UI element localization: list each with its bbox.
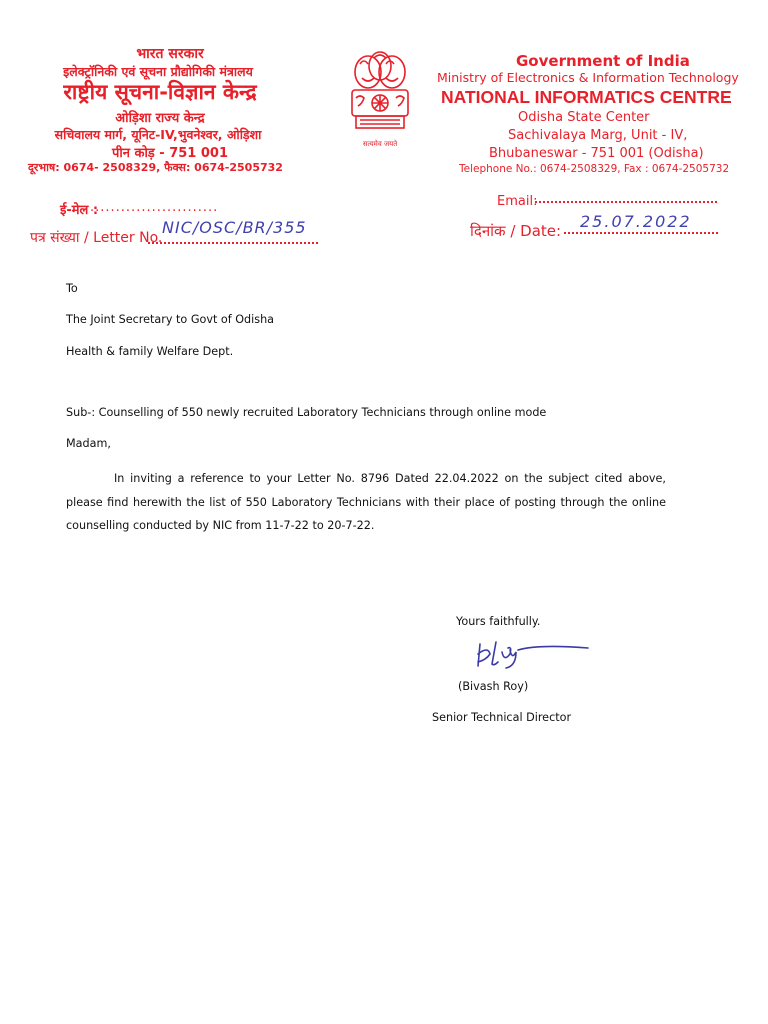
hindi-email-dots: ......................... [90,200,219,215]
hindi-nic-title: राष्ट्रीय सूचना-विज्ञान केन्द्र [63,80,257,104]
email-label: Email: [497,194,538,209]
email-dotted-line [535,201,717,203]
hindi-state-center: ओड़िशा राज्य केन्द्र [115,111,205,126]
addressee-line-2: Health & family Welfare Dept. [66,345,234,358]
hindi-phone-fax: दूरभाष: 0674- 2508329, फैक्स: 0674-2505732 [28,161,283,174]
hindi-address: सचिवालय मार्ग, यूनिट-IV,भुवनेश्वर, ओड़िशा [54,127,262,142]
closing: Yours faithfully. [456,615,541,628]
letter-to: To [66,282,78,295]
signature-icon [474,636,594,672]
phone-fax: Telephone No.: 0674-2508329, Fax : 0674-2505732 [459,163,730,175]
emblem-motto: सत्यमेव जयते [362,140,398,148]
letter-paragraph-text: In inviting a reference to your Letter No. 8796 Dated 22.04.2022 on the subject cited above, please find herewith the list of 550 Laboratory Technicians with their place of posting through the online counselling conducted by NIC from 11-7-22 to 20-7-22. [66,472,666,532]
ministry-name: Ministry of Electronics & Information Technology [437,70,739,85]
hindi-pincode: पीन कोड़ - 751 001 [111,146,229,161]
salutation: Madam, [66,437,111,450]
state-center: Odisha State Center [518,110,650,125]
signatory-designation: Senior Technical Director [432,711,572,724]
signatory-name: (Bivash Roy) [458,680,529,693]
hindi-govt-title: भारत सरकार [136,46,204,62]
letter-paragraph [66,467,666,538]
letter-number-handwritten: NIC/OSC/BR/355 [162,218,307,237]
govt-of-india-title: Government of India [516,52,690,70]
hindi-ministry-name: इलेक्ट्रॉनिकी एवं सूचना प्रौद्योगिकी मंत्रालय [63,64,253,79]
national-emblem-icon [342,44,418,154]
letter-number-label: पत्र संख्या / Letter No. [30,230,163,246]
city-pincode: Bhubaneswar - 751 001 (Odisha) [489,146,704,161]
nic-title: NATIONAL INFORMATICS CENTRE [441,87,732,107]
date-dotted-line [564,232,718,234]
date-label: दिनांक / Date: [470,222,562,240]
addressee-line-1: The Joint Secretary to Govt of Odisha [66,313,275,326]
hindi-email-label: ई-मेल : [60,203,99,218]
letter-subject: Sub-: Counselling of 550 newly recruited Laboratory Technicians through online mode [66,406,547,419]
address-line: Sachivalaya Marg, Unit - IV, [508,128,688,143]
date-handwritten: 25.07.2022 [580,212,692,231]
